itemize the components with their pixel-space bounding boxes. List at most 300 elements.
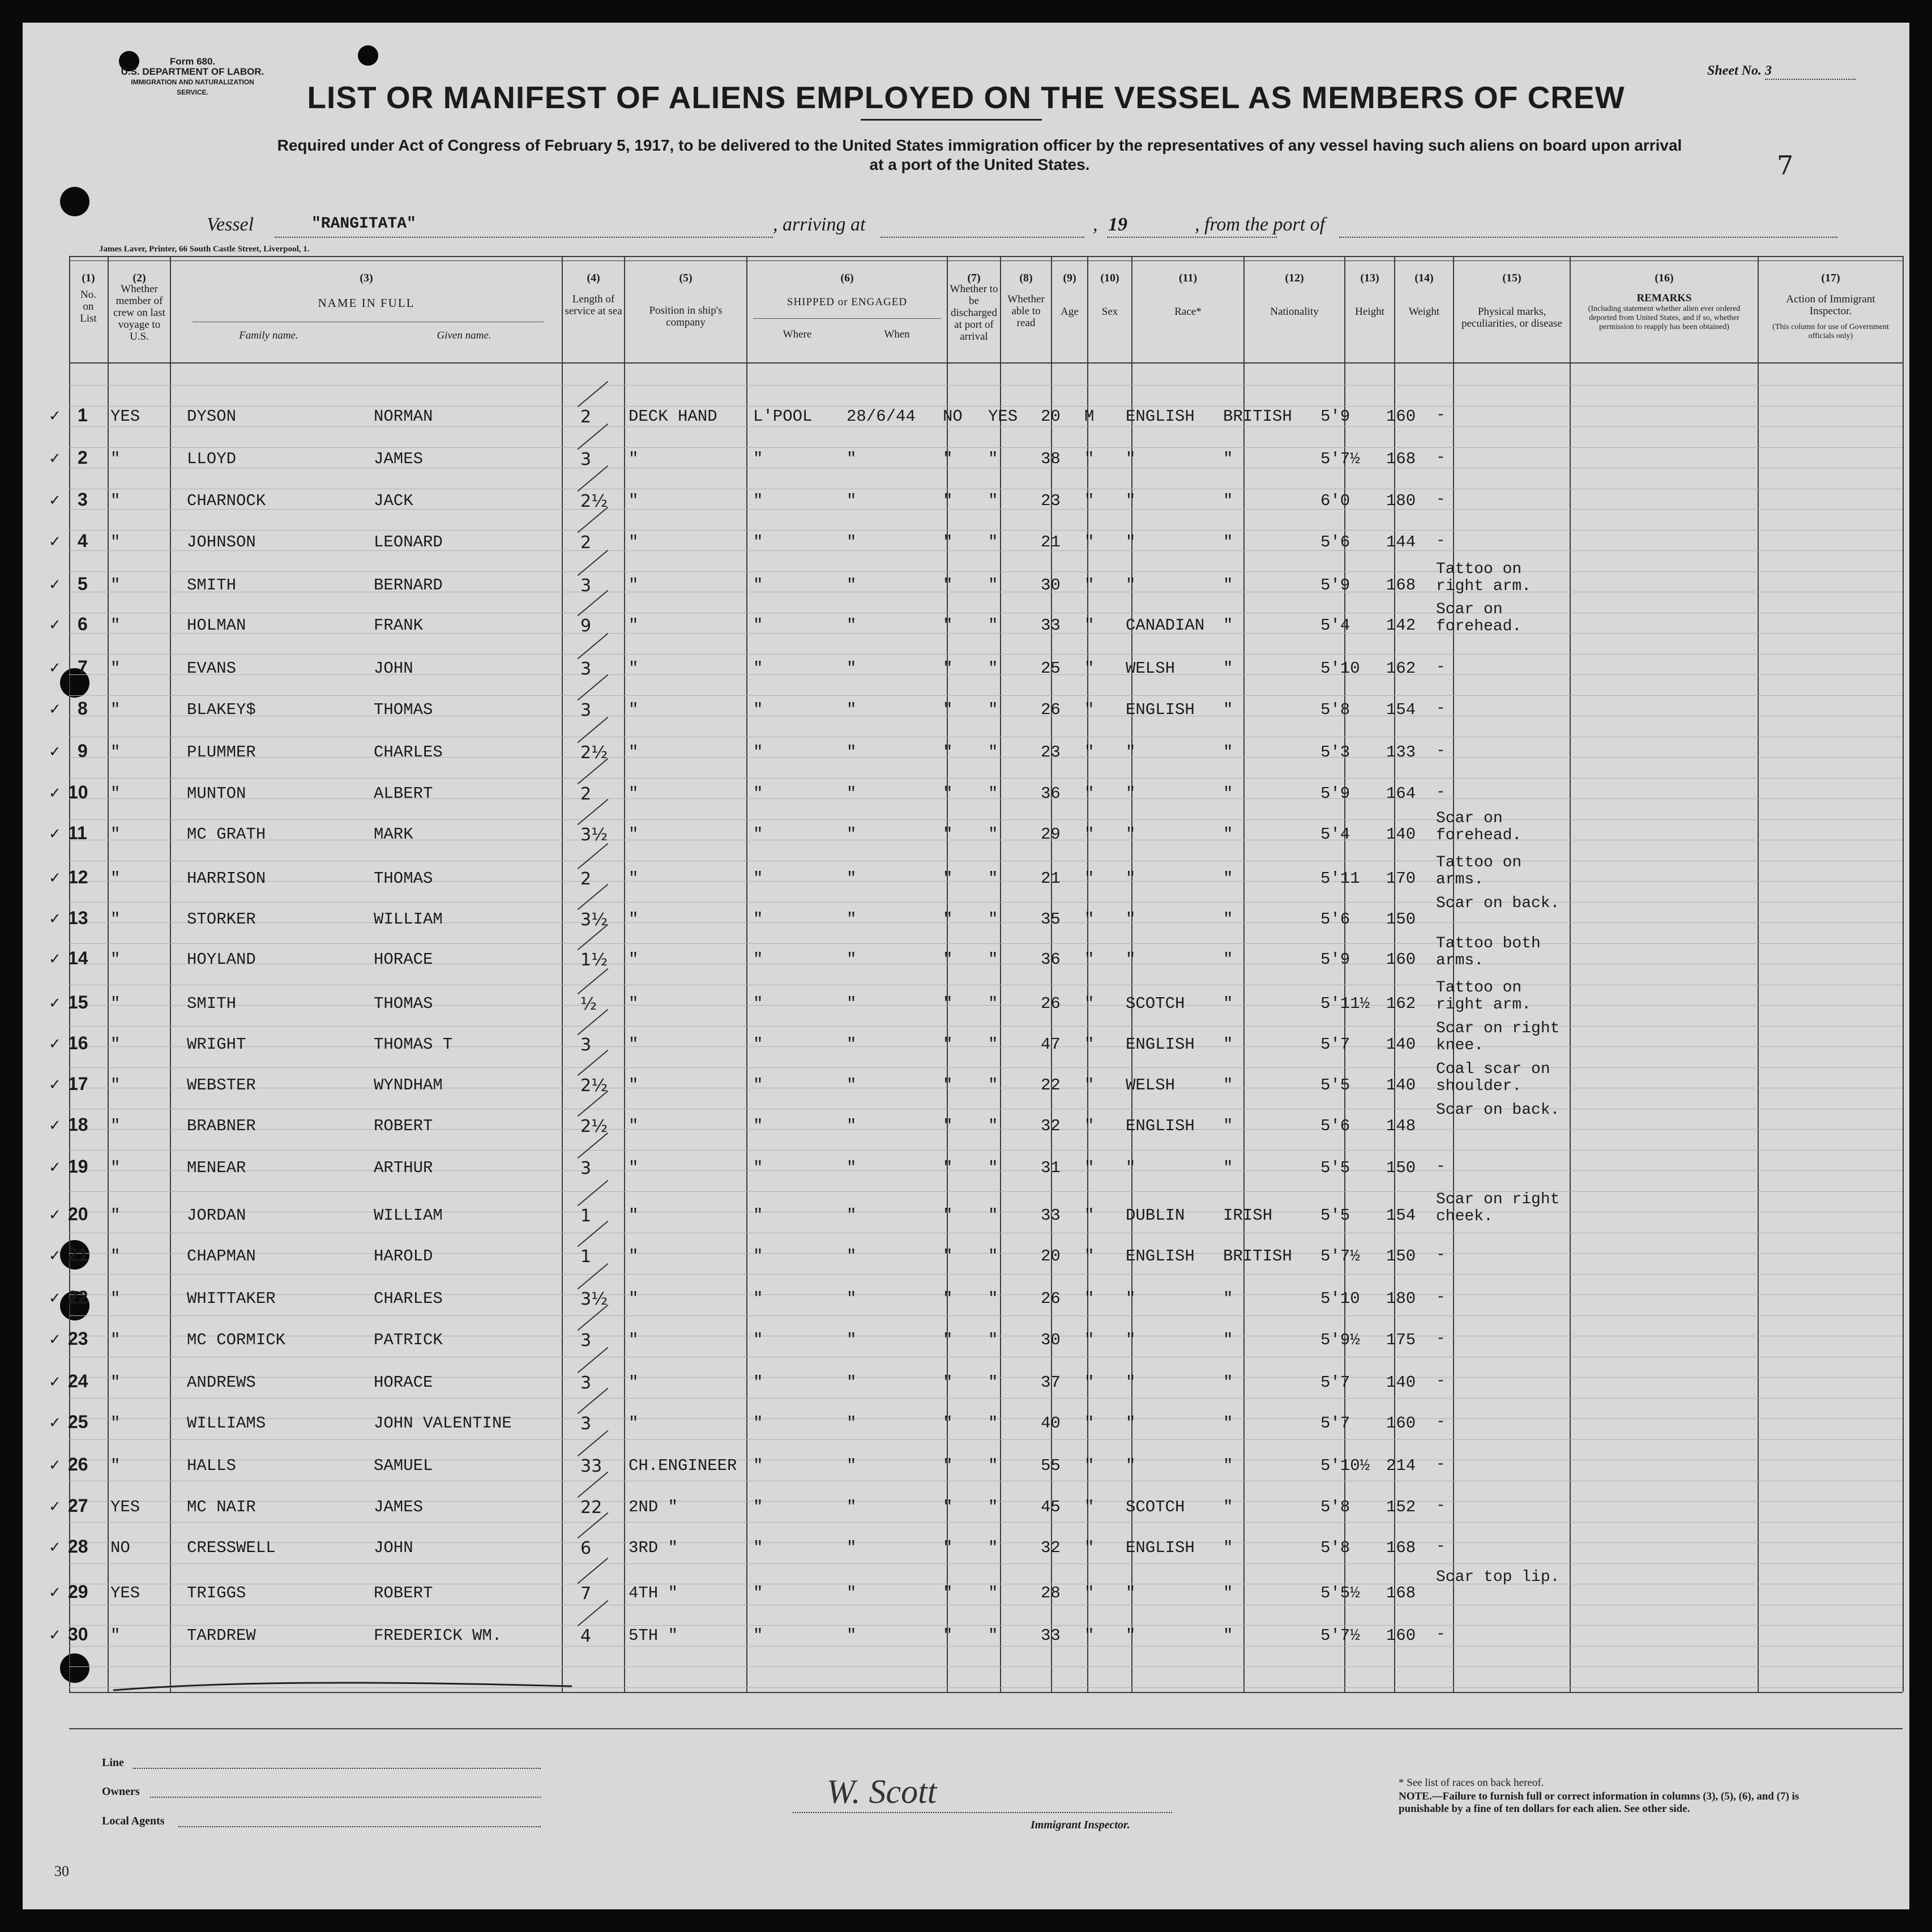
column-rule (746, 256, 747, 1692)
cell-where: " (753, 616, 763, 635)
row-number: 20 (68, 1204, 88, 1224)
row-rule (69, 695, 1903, 696)
row-number: 24 (68, 1371, 88, 1391)
row-number: 27 (68, 1495, 88, 1516)
cell-read: " (988, 533, 998, 552)
cell-service: 2½ (580, 491, 608, 511)
cell-read: " (988, 1456, 998, 1475)
row-number: 28 (68, 1536, 88, 1557)
cell-discharge: " (943, 743, 953, 762)
column-rule (1344, 256, 1345, 1692)
cell-race: " (1126, 1626, 1136, 1645)
cell-nationality: " (1223, 533, 1233, 552)
cell-height: 5'7½ (1320, 1247, 1360, 1266)
col-head-prev-voyage: Whether member of crew on last voyage to U.S. (113, 283, 165, 343)
cell-when: " (847, 784, 857, 803)
cell-given: CHARLES (374, 1289, 443, 1308)
cell-family: STORKER (187, 910, 256, 929)
cell-discharge: " (943, 1035, 953, 1054)
col-num-7: (7) (967, 272, 981, 284)
cell-when: " (847, 1117, 857, 1135)
column-rule (170, 256, 171, 1692)
cell-given: ROBERT (374, 1117, 433, 1135)
cell-prev: " (110, 1206, 121, 1225)
cell-family: TRIGGS (187, 1584, 246, 1602)
cell-age: 35 (1041, 910, 1061, 929)
cell-sex: " (1084, 1414, 1095, 1433)
cell-discharge: " (943, 1331, 953, 1349)
cell-age: 55 (1041, 1456, 1061, 1475)
cell-nationality: " (1223, 1117, 1233, 1135)
cell-marks: - (1436, 1289, 1446, 1306)
cell-marks: Scar on forehead. (1436, 810, 1522, 844)
row-number: 10 (68, 782, 88, 802)
cell-discharge: " (943, 869, 953, 888)
cell-service: 22 (580, 1498, 602, 1518)
column-rule (1243, 256, 1245, 1692)
column-rule (1903, 256, 1904, 1692)
cell-when: " (847, 1626, 857, 1645)
cell-sex: " (1084, 1538, 1095, 1557)
cell-service: 2 (580, 869, 592, 889)
cell-given: FREDERICK WM. (374, 1626, 502, 1645)
cell-race: " (1126, 743, 1136, 762)
cell-weight: 180 (1386, 491, 1416, 510)
cell-nationality: " (1223, 1538, 1233, 1557)
check-mark-icon: ✓ (49, 616, 61, 633)
cell-race: ENGLISH (1126, 1538, 1195, 1557)
cell-weight: 142 (1386, 616, 1416, 635)
col-num-6: (6) (840, 272, 854, 284)
cell-prev: " (110, 1247, 121, 1266)
cell-where: L'POOL (753, 407, 813, 426)
cell-nationality: BRITISH (1223, 1247, 1292, 1266)
row-rule (69, 819, 1903, 820)
cell-nationality: " (1223, 450, 1233, 468)
action-note: (This column for use of Government officials only) (1772, 323, 1889, 340)
cell-family: WILLIAMS (187, 1414, 266, 1433)
cell-weight: 168 (1386, 1538, 1416, 1557)
cell-position: " (629, 910, 639, 929)
check-mark-icon: ✓ (49, 407, 61, 424)
cell-prev: " (110, 576, 121, 595)
cell-prev: " (110, 1289, 121, 1308)
col-num-5: (5) (679, 272, 693, 284)
cell-position: " (629, 1206, 639, 1225)
cell-prev: " (110, 910, 121, 929)
cell-age: 28 (1041, 1584, 1061, 1602)
page-title: LIST OR MANIFEST OF ALIENS EMPLOYED ON THE VESSEL AS MEMBERS OF CREW (307, 80, 1625, 115)
cell-nationality: " (1223, 1159, 1233, 1177)
cell-marks: - (1436, 1626, 1446, 1643)
cell-marks: Coal scar on shoulder. (1436, 1061, 1550, 1095)
row-rule (69, 571, 1903, 572)
cell-height: 5'10½ (1320, 1456, 1370, 1475)
cell-given: JAMES (374, 1498, 424, 1516)
cell-discharge: " (943, 659, 953, 678)
cell-service: 2 (580, 784, 592, 804)
cell-service: 2 (580, 407, 592, 427)
cell-nationality: " (1223, 700, 1233, 719)
cell-race: CANADIAN (1126, 616, 1205, 635)
cell-sex: " (1084, 950, 1095, 969)
check-mark-icon: ✓ (49, 869, 61, 886)
col-head-read: Whether able to read (1007, 293, 1045, 329)
cell-family: CHARNOCK (187, 491, 266, 510)
cell-race: WELSH (1126, 1076, 1176, 1095)
cell-when: " (847, 1373, 857, 1392)
cell-given: HAROLD (374, 1247, 433, 1266)
cell-position: " (629, 869, 639, 888)
cell-height: 5'11½ (1320, 994, 1370, 1013)
cell-discharge: " (943, 491, 953, 510)
department-name: U.S. DEPARTMENT OF LABOR. (121, 66, 264, 77)
cell-sex: " (1084, 994, 1095, 1013)
cell-race: " (1126, 533, 1136, 552)
row-rule (69, 1666, 1903, 1667)
cell-age: 33 (1041, 1626, 1061, 1645)
cell-race: " (1126, 1456, 1136, 1475)
row-number: 1 (78, 405, 88, 425)
vessel-name: "RANGITATA" (311, 215, 416, 233)
cell-prev: " (110, 533, 121, 552)
cell-position: DECK HAND (629, 407, 717, 426)
cell-age: 29 (1041, 825, 1061, 844)
cell-when: " (847, 743, 857, 762)
cell-prev: " (110, 994, 121, 1013)
cell-given: WYNDHAM (374, 1076, 443, 1095)
cell-race: " (1126, 1414, 1136, 1433)
cell-nationality: " (1223, 743, 1233, 762)
cell-height: 5'7½ (1320, 450, 1360, 468)
cell-sex: " (1084, 1247, 1095, 1266)
cell-age: 23 (1041, 491, 1061, 510)
sheet-value: 3 (1765, 63, 1856, 80)
cell-given: THOMAS T (374, 1035, 453, 1054)
cell-where: " (753, 743, 763, 762)
row-rule (69, 1150, 1903, 1151)
cell-marks: - (1436, 1373, 1446, 1390)
arriving-dotted-line (880, 237, 1084, 238)
cell-service: 2½ (580, 1076, 608, 1096)
cell-race: WELSH (1126, 659, 1176, 678)
cell-age: 30 (1041, 1331, 1061, 1349)
cell-age: 32 (1041, 1538, 1061, 1557)
cell-service: ½ (580, 994, 597, 1014)
check-mark-icon: ✓ (49, 1247, 61, 1264)
cell-given: ARTHUR (374, 1159, 433, 1177)
cell-discharge: " (943, 616, 953, 635)
cell-when: " (847, 950, 857, 969)
cell-race: " (1126, 576, 1136, 595)
cell-prev: " (110, 1159, 121, 1177)
row-rule (69, 1191, 1903, 1192)
cell-weight: 152 (1386, 1498, 1416, 1516)
cell-sex: " (1084, 743, 1095, 762)
cell-race: ENGLISH (1126, 1247, 1195, 1266)
cell-height: 5'4 (1320, 825, 1350, 844)
cell-race: " (1126, 1289, 1136, 1308)
cell-discharge: " (943, 700, 953, 719)
cell-read: " (988, 1159, 998, 1177)
col-num-8: (8) (1019, 272, 1033, 284)
cell-height: 5'11 (1320, 869, 1360, 888)
cell-sex: " (1084, 1373, 1095, 1392)
cell-read: " (988, 1373, 998, 1392)
check-mark-icon: ✓ (49, 1159, 61, 1176)
cell-given: HORACE (374, 950, 433, 969)
cell-when: " (847, 450, 857, 468)
cell-given: ALBERT (374, 784, 433, 803)
cell-race: " (1126, 950, 1136, 969)
col-head-weight: Weight (1408, 306, 1440, 318)
cell-weight: 154 (1386, 700, 1416, 719)
row-rule (69, 1067, 1903, 1068)
col-num-3: (3) (360, 272, 373, 284)
row-rule (69, 674, 1903, 675)
cell-race: ENGLISH (1126, 1117, 1195, 1135)
cell-family: WEBSTER (187, 1076, 256, 1095)
cell-family: SMITH (187, 994, 237, 1013)
cell-marks: - (1436, 1538, 1446, 1555)
cell-read: " (988, 994, 998, 1013)
from-port-label: , from the port of (1195, 214, 1326, 235)
cell-service: 1 (580, 1206, 592, 1226)
check-mark-icon: ✓ (49, 700, 61, 717)
cell-height: 5'9 (1320, 950, 1350, 969)
cell-family: DYSON (187, 407, 237, 426)
cell-prev: " (110, 1035, 121, 1054)
row-number: 21 (68, 1245, 88, 1265)
cell-height: 5'5 (1320, 1076, 1350, 1095)
cell-given: NORMAN (374, 407, 433, 426)
cell-family: HARRISON (187, 869, 266, 888)
cell-prev: YES (110, 1584, 140, 1602)
cell-read: " (988, 784, 998, 803)
cell-when: " (847, 491, 857, 510)
vessel-label: Vessel (207, 214, 254, 235)
col-num-4: (4) (587, 272, 600, 284)
row-rule (69, 654, 1903, 655)
subtitle-line-2: at a port of the United States. (869, 156, 1090, 173)
cell-position: " (629, 533, 639, 552)
cell-position: " (629, 576, 639, 595)
cell-when: " (847, 533, 857, 552)
column-rule (1394, 256, 1395, 1692)
cell-position: " (629, 1289, 639, 1308)
races-note: * See list of races on back hereof. (1399, 1777, 1544, 1789)
cell-given: JACK (374, 491, 413, 510)
punch-hole (60, 187, 89, 216)
cell-nationality: " (1223, 1584, 1233, 1602)
cell-family: WHITTAKER (187, 1289, 276, 1308)
cell-race: ENGLISH (1126, 700, 1195, 719)
cell-read: YES (988, 407, 1018, 426)
cell-race: " (1126, 450, 1136, 468)
cell-height: 5'8 (1320, 700, 1350, 719)
cell-position: CH.ENGINEER (629, 1456, 737, 1475)
cell-sex: " (1084, 659, 1095, 678)
cell-prev: YES (110, 407, 140, 426)
check-mark-icon: ✓ (49, 994, 61, 1011)
cell-where: " (753, 825, 763, 844)
row-rule (69, 1274, 1903, 1275)
cell-where: " (753, 533, 763, 552)
row-number: 9 (78, 741, 88, 761)
check-mark-icon: ✓ (49, 1538, 61, 1555)
col-head-shipped: SHIPPED or ENGAGED (787, 296, 908, 308)
cell-family: WRIGHT (187, 1035, 246, 1054)
cell-when: " (847, 1414, 857, 1433)
cell-when: " (847, 825, 857, 844)
cell-given: JOHN (374, 659, 413, 678)
cell-when: " (847, 576, 857, 595)
cell-where: " (753, 1498, 763, 1516)
cell-family: EVANS (187, 659, 237, 678)
cell-position: " (629, 659, 639, 678)
row-rule (69, 1418, 1903, 1419)
cell-prev: " (110, 1076, 121, 1095)
cell-nationality: " (1223, 1331, 1233, 1349)
cell-sex: " (1084, 1498, 1095, 1516)
cell-weight: 140 (1386, 825, 1416, 844)
row-number: 15 (68, 992, 88, 1012)
cell-age: 33 (1041, 616, 1061, 635)
cell-sex: " (1084, 1289, 1095, 1308)
cell-where: " (753, 1117, 763, 1135)
col-head-position: Position in ship's company (649, 305, 723, 328)
cell-read: " (988, 1584, 998, 1602)
cell-prev: " (110, 700, 121, 719)
row-rule (69, 1005, 1903, 1006)
cell-where: " (753, 910, 763, 929)
row-number: 22 (68, 1287, 88, 1307)
col-head-remarks: REMARKS (1636, 292, 1692, 304)
cell-where: " (753, 1584, 763, 1602)
cell-weight: 170 (1386, 869, 1416, 888)
check-mark-icon: ✓ (49, 910, 61, 927)
local-agents-label: Local Agents (102, 1815, 165, 1827)
cell-read: " (988, 1206, 998, 1225)
cell-height: 5'7 (1320, 1373, 1350, 1392)
cell-marks: - (1436, 1246, 1446, 1264)
col-num-11: (11) (1178, 272, 1198, 284)
cell-nationality: BRITISH (1223, 407, 1292, 426)
cell-when: " (847, 1331, 857, 1349)
cell-prev: " (110, 1414, 121, 1433)
service-check-stroke (578, 1263, 609, 1290)
cell-marks: - (1436, 784, 1446, 801)
cell-service: 2 (580, 533, 592, 553)
row-rule (69, 426, 1903, 427)
cell-prev: " (110, 1373, 121, 1392)
cell-position: " (629, 1373, 639, 1392)
cell-given: ROBERT (374, 1584, 433, 1602)
cell-marks: - (1436, 1456, 1446, 1473)
cell-position: 5TH " (629, 1626, 678, 1645)
cell-nationality: " (1223, 784, 1233, 803)
col-head-race: Race* (1174, 306, 1202, 318)
column-rule (1087, 256, 1088, 1692)
cell-when: " (847, 616, 857, 635)
cell-age: 38 (1041, 450, 1061, 468)
cell-read: " (988, 659, 998, 678)
cell-race: " (1126, 825, 1136, 844)
cell-family: BLAKEY$ (187, 700, 256, 719)
cell-read: " (988, 1538, 998, 1557)
cell-age: 36 (1041, 950, 1061, 969)
cell-when: " (847, 1035, 857, 1054)
service-check-stroke (578, 424, 609, 450)
cell-sex: " (1084, 576, 1095, 595)
cell-when: 28/6/44 (847, 407, 916, 426)
row-rule (69, 757, 1903, 758)
cell-given: WILLIAM (374, 1206, 443, 1225)
cell-position: " (629, 784, 639, 803)
cell-marks: - (1436, 491, 1446, 508)
row-rule (69, 1522, 1903, 1523)
cell-where: " (753, 1159, 763, 1177)
cell-read: " (988, 1117, 998, 1135)
cell-age: 21 (1041, 869, 1061, 888)
cell-marks: Tattoo on right arm. (1436, 561, 1532, 595)
cell-service: 3 (580, 1035, 592, 1055)
check-mark-icon: ✓ (49, 659, 61, 676)
cell-age: 26 (1041, 994, 1061, 1013)
cell-discharge: " (943, 784, 953, 803)
cell-nationality: " (1223, 825, 1233, 844)
check-mark-icon: ✓ (49, 1331, 61, 1348)
cell-nationality: " (1223, 950, 1233, 969)
cell-sex: " (1084, 1456, 1095, 1475)
cell-discharge: NO (943, 407, 963, 426)
cell-age: 25 (1041, 659, 1061, 678)
cell-read: " (988, 743, 998, 762)
printer-imprint: James Laver, Printer, 66 South Castle Street, Liverpool, 1. (99, 245, 310, 254)
column-rule (108, 256, 109, 1692)
cell-weight: 150 (1386, 910, 1416, 929)
cell-given: WILLIAM (374, 910, 443, 929)
cell-marks: - (1436, 659, 1446, 676)
cell-where: " (753, 1626, 763, 1645)
cell-family: PLUMMER (187, 743, 256, 762)
cell-height: 5'6 (1320, 910, 1350, 929)
sheet-label: Sheet No. (1707, 63, 1762, 78)
cell-height: 5'4 (1320, 616, 1350, 635)
cell-when: " (847, 1247, 857, 1266)
row-number: 12 (68, 867, 88, 887)
cell-marks: Tattoo both arms. (1436, 935, 1541, 969)
cell-service: 3 (580, 1373, 592, 1393)
cell-where: " (753, 1289, 763, 1308)
cell-height: 5'3 (1320, 743, 1350, 762)
cell-where: " (753, 950, 763, 969)
cell-marks: Scar on forehead. (1436, 601, 1522, 635)
cell-weight: 133 (1386, 743, 1416, 762)
cell-family: HOYLAND (187, 950, 256, 969)
from-port-dotted-line (1339, 237, 1837, 238)
header-bottom-rule (69, 362, 1903, 364)
cell-service: 6 (580, 1538, 592, 1558)
cell-where: " (753, 784, 763, 803)
punch-hole (60, 1653, 89, 1683)
row-number: 5 (78, 574, 88, 594)
check-mark-icon: ✓ (49, 825, 61, 842)
cell-service: 3½ (580, 825, 608, 845)
cell-height: 5'6 (1320, 533, 1350, 552)
service-check-stroke (578, 1600, 609, 1627)
cell-when: " (847, 1498, 857, 1516)
